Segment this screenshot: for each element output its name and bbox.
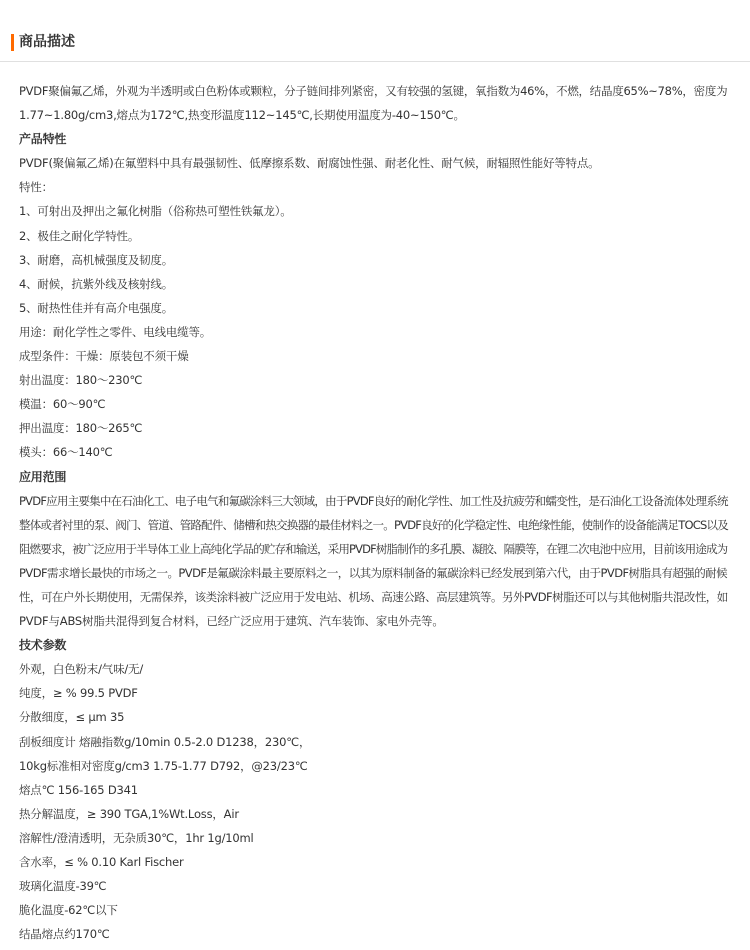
description-line: 溶解性/澄清透明，无杂质30℃，1hr 1g/10ml (19, 830, 254, 845)
description-line: 阻燃要求，被广泛应用于半导体工业上高纯化学品的贮存和输送，采用PVDF树脂制作的多孔膜、凝胶、隔膜等，在锂二次电池中应用，目前该用途成为 (19, 541, 728, 556)
description-line: 含水率，≤ % 0.10 Karl Fischer (19, 855, 184, 869)
description-line: 玻璃化温度-39℃ (19, 879, 107, 894)
product-description-body (19, 79, 731, 946)
description-line: 2、极佳之耐化学特性。 (19, 228, 140, 243)
description-line: 熔点℃ 156-165 D341 (19, 782, 138, 797)
description-line: 1.77~1.80g/cm3,熔点为172℃,热变形温度112~145℃,长期使用温度为-40~150℃。 (19, 108, 465, 123)
description-line: 3、耐磨，高机械强度及韧度。 (19, 252, 174, 267)
description-line: 成型条件：干燥：原装包不须干燥 (19, 349, 189, 364)
description-line: PVDF需求增长最快的市场之一。PVDF是氟碳涂料最主要原料之一，以其为原料制备的氟碳涂料已经发展到第六代，由于PVDF树脂具有超强的耐候 (19, 565, 728, 580)
description-line: PVDF聚偏氟乙烯，外观为半透明或白色粉体或颗粒，分子链间排列紧密，又有较强的氢键，氧指数为46%，不燃，结晶度65%~78%，密度为 (19, 84, 728, 98)
description-line: 整体或者衬里的泵、阀门、管道、管路配件、储槽和热交换器的最佳材料之一。PVDF良好的化学稳定性、电绝缘性能，使制作的设备能满足TOCS以及 (19, 517, 728, 532)
description-line: 热分解温度，≥ 390 TGA,1%Wt.Loss，Air (19, 806, 239, 821)
section-subheading: 产品特性 (19, 132, 67, 147)
description-line: 分散细度，≤ μm 35 (19, 710, 125, 725)
section-header (0, 0, 750, 62)
description-line: 10kg标准相对密度g/cm3 1.75-1.77 D792，@23/23℃ (19, 758, 308, 773)
description-line: PVDF应用主要集中在石油化工、电子电气和氟碳涂料三大领域，由于PVDF良好的耐化学性、加工性及抗疲劳和蠕变性，是石油化工设备流体处理系统 (19, 493, 728, 508)
description-line: 模头：66～140℃ (19, 445, 113, 460)
section-subheading: 技术参数 (19, 638, 67, 653)
description-line: 用途：耐化学性之零件、电线电缆等。 (19, 324, 212, 339)
description-line: 1、可射出及押出之氟化树脂（俗称热可塑性铁氟龙）。 (19, 204, 292, 219)
description-line: 特性： (19, 180, 53, 195)
description-line: 结晶熔点约170℃ (19, 927, 110, 942)
description-line: PVDF与ABS树脂共混得到复合材料，已经广泛应用于建筑、汽车装饰、家电外壳等。 (19, 614, 444, 629)
description-line: 脆化温度-62℃以下 (19, 903, 118, 918)
description-line: 模温：60～90℃ (19, 397, 106, 412)
section-title: 商品描述 (19, 34, 75, 50)
accent-bar (11, 34, 14, 51)
section-subheading: 应用范围 (19, 469, 67, 484)
description-line: 性，可在户外长期使用，无需保养，该类涂料被广泛应用于发电站、机场、高速公路、高层建筑等。另外PVDF树脂还可以与其他树脂共混改性，如 (19, 589, 728, 604)
description-line: 射出温度：180～230℃ (19, 373, 143, 388)
description-line: 刮板细度计 熔融指数g/10min 0.5-2.0 D1238，230℃， (19, 734, 311, 749)
description-line: 纯度，≥ % 99.5 PVDF (19, 686, 138, 701)
description-line: 外观，白色粉末/气味/无/ (19, 662, 144, 677)
description-line: 5、耐热性佳并有高介电强度。 (19, 300, 174, 315)
description-line: PVDF(聚偏氟乙烯)在氟塑料中具有最强韧性、低摩擦系数、耐腐蚀性强、耐老化性、耐气候，耐辐照性能好等特点。 (19, 156, 600, 171)
description-line: 4、耐候，抗紫外线及核射线。 (19, 276, 174, 291)
description-line: 押出温度：180～265℃ (19, 421, 143, 436)
